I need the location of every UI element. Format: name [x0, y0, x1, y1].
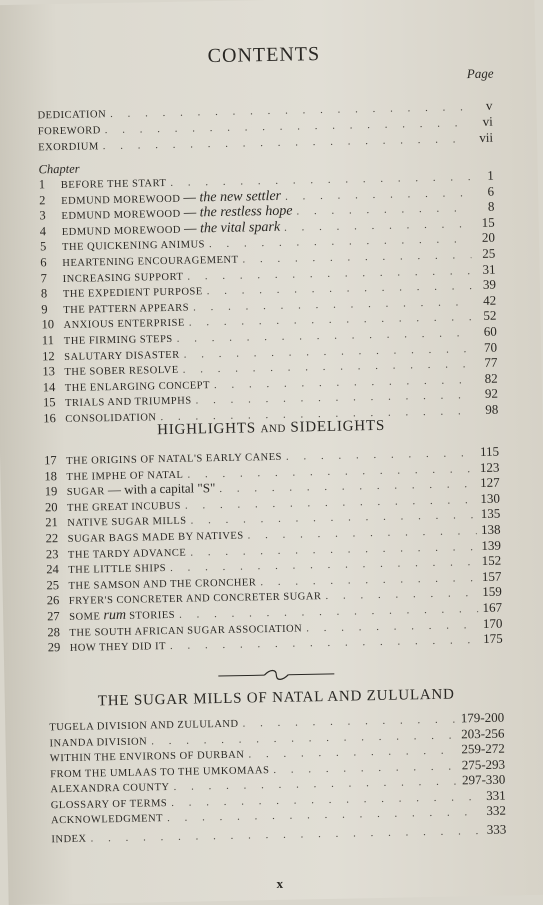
entry-label-text: SUGAR: [66, 486, 105, 499]
mills-list: [0, 0, 534, 5]
entry-label-text: BEFORE THE START: [60, 177, 167, 191]
dot-leader: [90, 825, 482, 845]
entry-page: 259-272: [461, 740, 505, 757]
entry-page: 60: [483, 323, 497, 339]
entry-page: 170: [482, 615, 503, 631]
entry-page: 31: [482, 261, 496, 277]
entry-number: 29: [47, 640, 61, 655]
entry-label-text: THE ORIGINS OF NATAL'S EARLY CANES: [66, 451, 283, 467]
entry-page: v: [485, 97, 493, 113]
section-word: AND: [260, 422, 286, 436]
entry-page: 152: [481, 552, 502, 569]
entry-number: 5: [39, 239, 47, 254]
entry-page: 1: [487, 167, 494, 183]
entry-page: 115: [479, 443, 500, 459]
entry-label: INDEX: [51, 833, 87, 846]
entry-page: 130: [480, 490, 501, 506]
entry-number: 22: [45, 531, 59, 546]
entry-label-text: THE ENLARGING CONCEPT: [64, 379, 211, 394]
entry-page: 139: [481, 537, 502, 553]
entry-number: 16: [43, 411, 56, 426]
entry-label-text: FRYER'S CONCRETER AND CONCRETER SUGAR: [68, 591, 322, 608]
entry-subtitle: — the new settler: [183, 188, 282, 206]
highlights-list: [0, 0, 534, 5]
entry-number: 10: [41, 317, 55, 332]
entry-page: 15: [481, 214, 495, 230]
entry-page: 179-200: [460, 709, 505, 726]
entry-label-text: THE SOUTH AFRICAN SUGAR ASSOCIATION: [69, 623, 303, 639]
entry-label-text: EDMUND MOREWOOD: [61, 193, 181, 207]
entry-label-text: HEARTENING ENCOURAGEMENT: [62, 254, 239, 269]
entry-label-text: SOME: [69, 611, 101, 623]
entry-label-text: TUGELA DIVISION AND ZULULAND: [49, 718, 239, 734]
dot-leader: [167, 806, 482, 824]
entry-label-text: THE FIRMING STEPS: [63, 333, 173, 347]
entry-page: 167: [482, 599, 503, 615]
entry-page: 127: [480, 474, 500, 491]
entry-number: 20: [44, 499, 58, 515]
entry-number: 1: [38, 177, 46, 192]
section-heading-mills: THE SUGAR MILLS OF NATAL AND ZULULAND: [97, 686, 455, 710]
entry-label-text: EDMUND MOREWOOD: [61, 224, 182, 238]
entry-label-text: EDMUND MOREWOOD: [61, 208, 181, 223]
entry-label: [51, 813, 163, 826]
entry-number: 7: [40, 270, 48, 285]
entry-number: 26: [46, 593, 60, 608]
entry-subtitle: — with a capital "S": [107, 480, 216, 498]
entry-label-text: THE SOBER RESOLVE: [64, 364, 179, 379]
entry-label-text: THE PATTERN APPEARS: [63, 302, 190, 316]
entry-label-text: ALEXANDRA COUNTY: [50, 782, 170, 796]
entry-subtitle: — the vital spark: [183, 219, 281, 237]
entry-label: DEDICATION: [37, 109, 107, 122]
entry-number: 6: [40, 255, 47, 270]
entry-number: 8: [40, 286, 48, 301]
entry-page: 82: [484, 370, 498, 386]
entry-page: 297-330: [461, 771, 506, 788]
entry-number: 4: [39, 224, 47, 239]
entry-label: EXORDIUM: [38, 141, 99, 154]
entry-label: [70, 641, 166, 654]
entry-label-text: THE QUICKENING ANIMUS: [61, 239, 206, 254]
entry-page: 6: [487, 183, 495, 199]
entry-page: 123: [479, 459, 500, 475]
entry-subtitle: — the restless hope: [183, 203, 293, 221]
chapter-list: [0, 0, 534, 5]
entry-number: 21: [45, 515, 58, 530]
entry-label-text: INANDA DIVISION: [49, 735, 148, 749]
entry-number: 18: [44, 468, 58, 483]
entry-label-text: THE LITTLE SHIPS: [68, 563, 167, 577]
entry-page: 42: [483, 292, 497, 308]
entry-page: vi: [482, 113, 493, 129]
page-title: CONTENTS: [207, 42, 321, 68]
entry-number: 28: [47, 624, 61, 639]
section-word: HIGHLIGHTS: [156, 420, 257, 439]
dot-leader: [170, 634, 479, 652]
entry-label-text: CONSOLIDATION: [65, 412, 157, 425]
entry-label-text: ACKNOWLEDGMENT: [50, 813, 164, 827]
chapter-column-label: Chapter: [38, 161, 80, 177]
entry-page: 77: [484, 354, 498, 371]
entry-page: 157: [481, 568, 502, 584]
entry-number: 25: [46, 577, 60, 593]
entry-page: 8: [487, 198, 495, 214]
entry-number: 2: [39, 192, 46, 208]
entry-page: 332: [486, 802, 507, 818]
entry-label-text: NATIVE SUGAR MILLS: [67, 516, 187, 530]
entry-page: 39: [482, 276, 497, 293]
entry-number: 13: [42, 364, 56, 379]
entry-label-text: HOW THEY DID IT: [69, 641, 167, 655]
page-folio: x: [276, 875, 284, 891]
entry-number: 14: [42, 379, 56, 395]
entry-label-text: THE EXPEDIENT PURPOSE: [62, 286, 203, 301]
entry-number: 23: [45, 546, 59, 561]
entry-page: 333: [486, 821, 507, 837]
entry-page: 175: [483, 630, 503, 647]
entry-page: 138: [480, 521, 501, 537]
entry-number: 3: [39, 208, 46, 223]
entry-page: 275-293: [461, 756, 506, 772]
section-word: SIDELIGHTS: [290, 417, 386, 436]
entry-number: 15: [42, 395, 56, 410]
entry-label-text: ANXIOUS ENTERPRISE: [63, 318, 185, 332]
entry-label-text: STORIES: [129, 609, 176, 622]
entry-label-text: GLOSSARY OF TERMS: [50, 797, 168, 811]
entry-label-text: INCREASING SUPPORT: [62, 271, 184, 285]
entry-label-italic: rum: [103, 607, 127, 624]
entry-number: 24: [46, 562, 59, 577]
entry-label-text: SUGAR BAGS MADE BY NATIVES: [67, 530, 244, 545]
entry-page: 159: [482, 583, 502, 600]
entry-page: 92: [484, 386, 499, 402]
entry-number: 9: [41, 302, 48, 317]
entry-page: vii: [479, 129, 494, 145]
entry-page: 135: [480, 506, 501, 522]
entry-label-text: TRIALS AND TRIUMPHS: [64, 395, 192, 410]
entry-page: 20: [481, 230, 496, 246]
entry-number: 11: [41, 333, 55, 348]
entry-page: 203-256: [460, 725, 505, 741]
entry-label: FOREWORD: [37, 125, 101, 138]
entry-number: 12: [42, 348, 55, 363]
page-column-header: Page: [466, 65, 494, 82]
entry-label-text: FROM THE UMLAAS TO THE UMKOMAAS: [50, 764, 270, 780]
entry-label-text: SALUTARY DISASTER: [64, 349, 180, 363]
entry-label-text: THE IMPHE OF NATAL: [66, 469, 184, 483]
dot-leader: [103, 133, 470, 152]
entry-page: 25: [482, 245, 496, 261]
entry-page: 52: [483, 308, 497, 324]
entry-number: 27: [47, 609, 60, 624]
entry-page: 98: [485, 401, 499, 417]
entry-number: 19: [44, 484, 58, 499]
entry-number: 17: [44, 453, 57, 468]
entry-label-text: THE GREAT INCUBUS: [66, 500, 182, 514]
entry-label-text: THE SAMSON AND THE CRONCHER: [68, 577, 257, 592]
entry-label: [65, 412, 156, 425]
entry-page: 70: [483, 339, 498, 355]
entry-page: 331: [486, 787, 506, 803]
entry-label-text: THE TARDY ADVANCE: [67, 547, 187, 561]
entry-label-text: WITHIN THE ENVIRONS OF DURBAN: [49, 749, 245, 765]
